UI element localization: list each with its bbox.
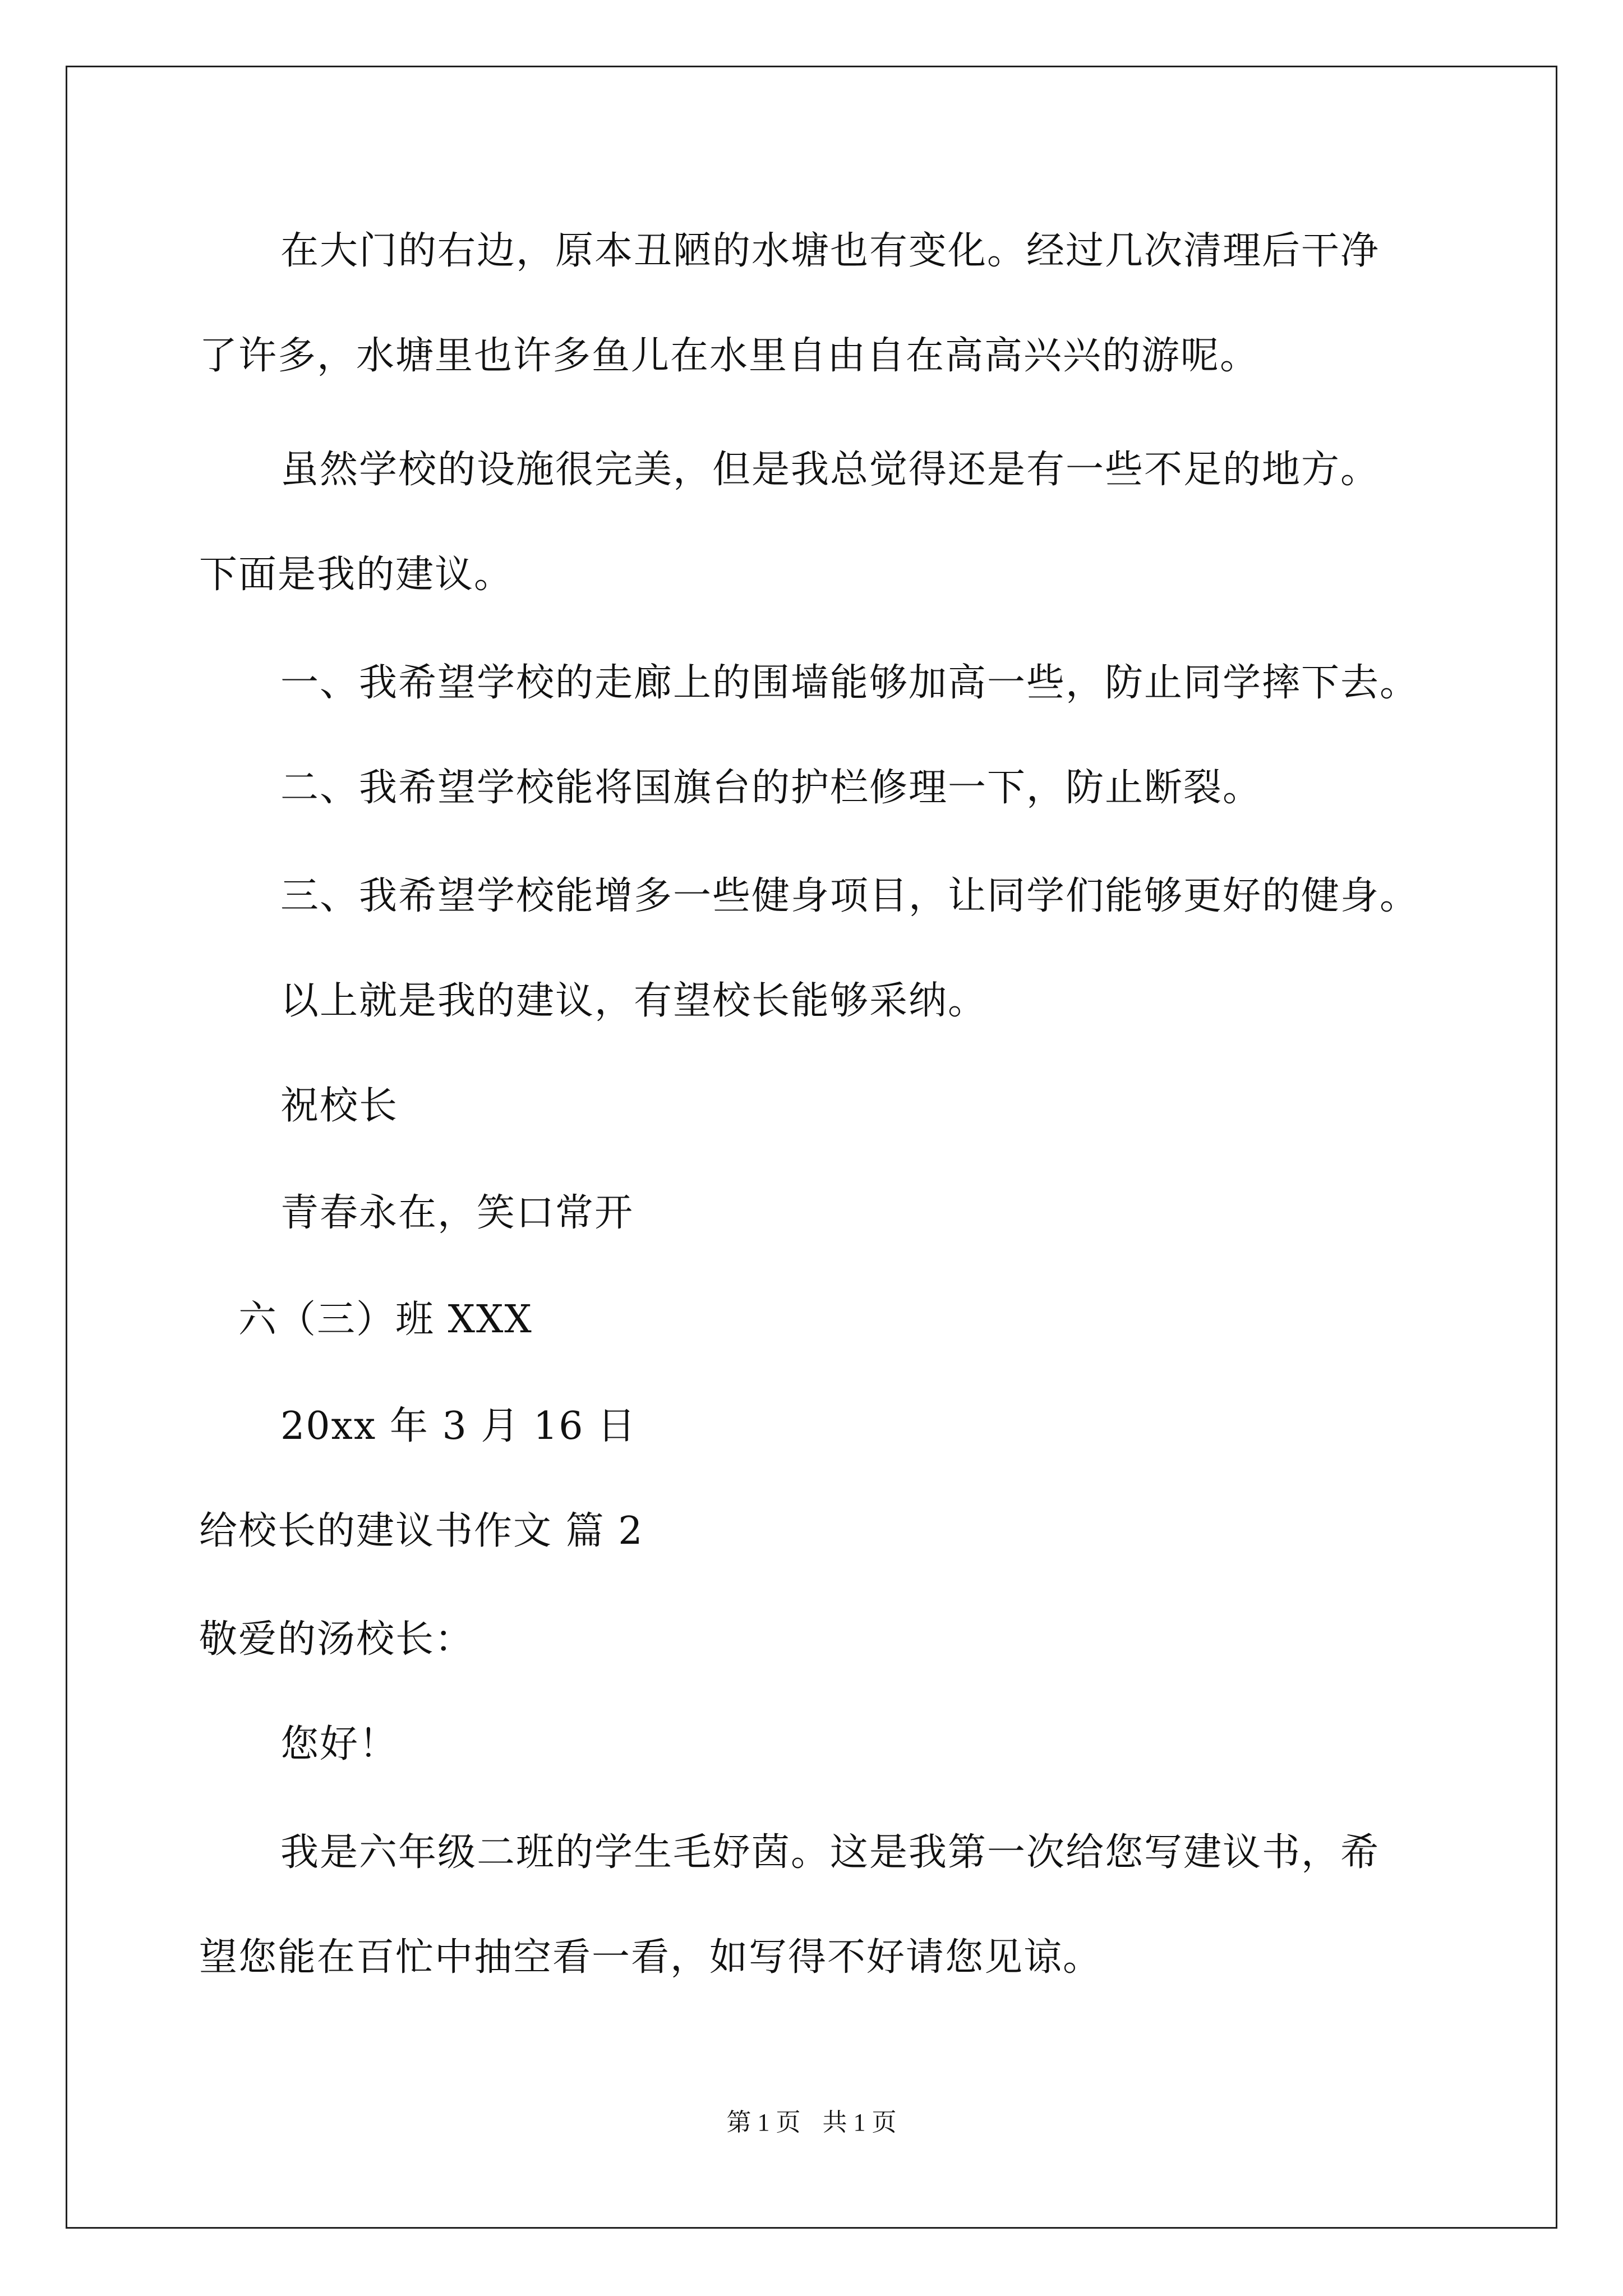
- paragraph-line: 一、我希望学校的走廊上的围墙能够加高一些，防止同学摔下去。: [280, 661, 1419, 705]
- paragraph-line: 三、我希望学校能增多一些健身项目，让同学们能够更好的健身。: [280, 874, 1419, 918]
- page-footer: [0, 2108, 1623, 2137]
- paragraph-line: 望您能在百忙中抽空看一看，如写得不好请您见谅。: [199, 1935, 1103, 1980]
- page-number: 第 1 页: [726, 2109, 801, 2136]
- closing-wish-text: 青春永在，笑口常开: [280, 1191, 634, 1235]
- paragraph-line: 以上就是我的建议，有望校长能够采纳。: [280, 979, 988, 1023]
- paragraph-line: 二、我希望学校能将国旗台的护栏修理一下，防止断裂。: [280, 766, 1262, 810]
- paragraph-line: 在大门的右边，原本丑陋的水塘也有变化。经过几次清理后干净: [280, 229, 1380, 273]
- paragraph-line: 我是六年级二班的学生毛妤茵。这是我第一次给您写建议书，希: [280, 1830, 1380, 1875]
- paragraph-line: 了许多，水塘里也许多鱼儿在水里自由自在高高兴兴的游呢。: [199, 334, 1260, 378]
- page-total: 共 1 页: [822, 2109, 897, 2136]
- signature-class: 六（三）班 XXX: [238, 1297, 533, 1342]
- paragraph-line: 下面是我的建议。: [199, 553, 514, 597]
- closing-wish: 祝校长: [280, 1084, 399, 1128]
- section-heading: 给校长的建议书作文 篇 2: [199, 1509, 644, 1553]
- page-border: [66, 66, 1557, 2229]
- greeting: 您好！: [280, 1722, 399, 1766]
- salutation: 敬爱的汤校长：: [199, 1617, 474, 1662]
- signature-date: 20xx 年 3 月 16 日: [280, 1404, 637, 1448]
- paragraph-line: 虽然学校的设施很完美，但是我总觉得还是有一些不足的地方。: [280, 448, 1380, 492]
